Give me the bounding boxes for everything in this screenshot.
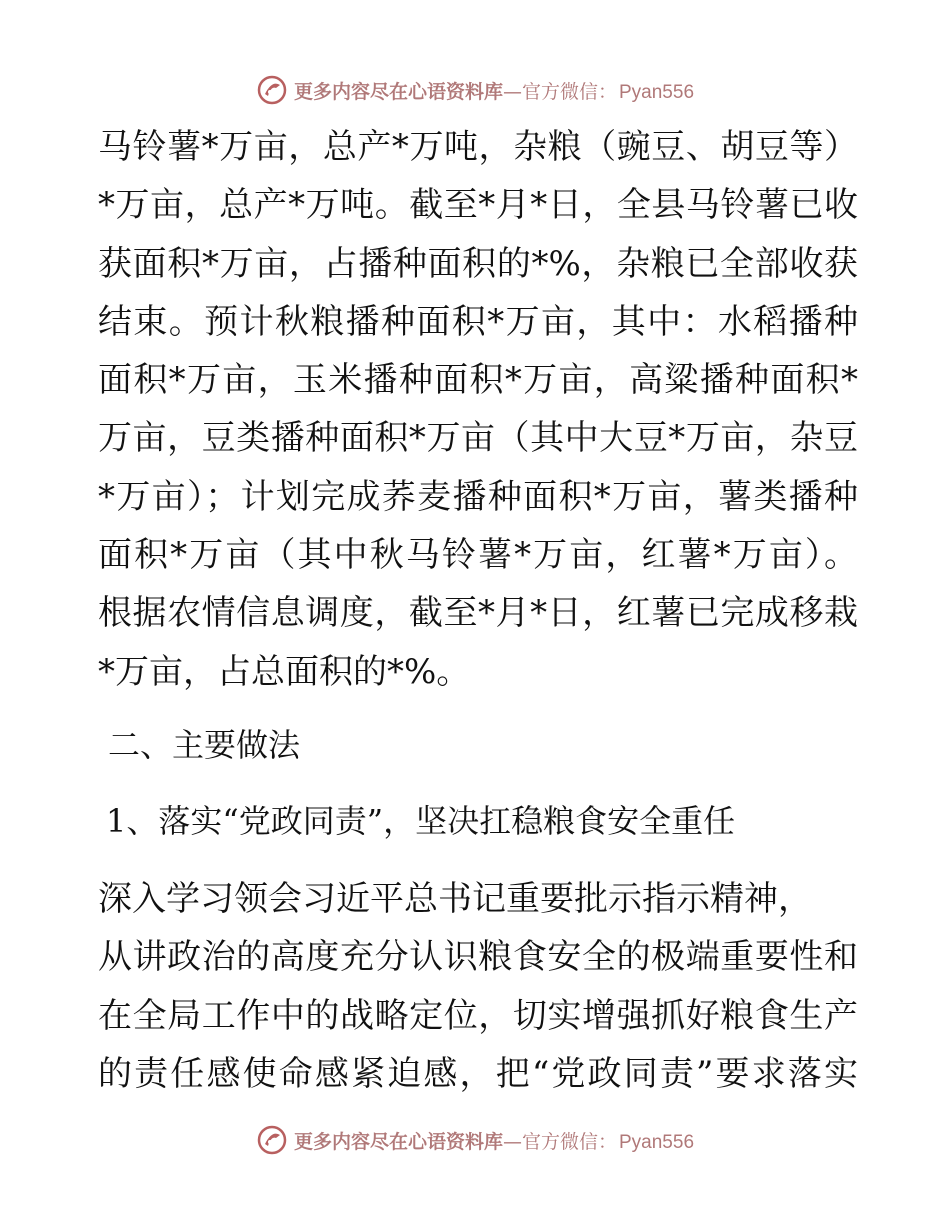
sub-heading: 1、落实“党政同责”，坚决扛稳粮食安全重任: [106, 802, 736, 840]
text-line: *万亩，总产*万吨。截至*月*日，全县马铃薯已收: [98, 185, 858, 226]
text-line: 结束。预计秋粮播种面积*万亩，其中：水稻播种: [98, 301, 858, 342]
watermark-official: 官方微信：: [521, 1130, 617, 1153]
text-line: 从讲政治的高度充分认识粮食安全的极端重要性和: [98, 937, 858, 978]
watermark-text: [294, 77, 694, 104]
watermark-official: 官方微信：: [521, 80, 617, 103]
watermark-brand: 更多内容尽在心语资料库: [293, 1130, 503, 1153]
text-line: 根据农情信息调度，截至*月*日，红薯已完成移栽: [98, 593, 858, 634]
watermark-text: [294, 1127, 694, 1154]
text-line: 深入学习领会习近平总书记重要批示指示精神，: [98, 879, 812, 919]
watermark-dash: —: [502, 80, 522, 103]
text-line: 的责任感使命感紧迫感，把“党政同责”要求落实: [98, 1053, 858, 1094]
text-line: 在全局工作中的战略定位，切实增强抓好粮食生产: [98, 995, 858, 1036]
watermark-header: [0, 70, 950, 110]
watermark-brand: 更多内容尽在心语资料库: [293, 80, 503, 103]
text-line: 万亩，豆类播种面积*万亩（其中大豆*万亩，杂豆: [98, 418, 858, 459]
text-line: 马铃薯*万亩，总产*万吨，杂粮（豌豆、胡豆等）: [98, 127, 858, 167]
text-line: 面积*万亩（其中秋马铃薯*万亩，红薯*万亩）。: [98, 535, 858, 576]
brand-logo-icon: [256, 1124, 288, 1156]
paragraph-measures: [98, 870, 858, 1103]
brand-logo-icon: [256, 74, 288, 106]
watermark-id: Pyan556: [619, 1131, 695, 1153]
section-heading: 二、主要做法: [108, 726, 301, 764]
watermark-id: Pyan556: [619, 81, 695, 103]
watermark-footer: [0, 1120, 950, 1160]
text-line: *万亩，占总面积的*%。: [98, 651, 471, 692]
watermark-dash: —: [502, 1130, 522, 1153]
text-line: 获面积*万亩，占播种面积的*%，杂粮已全部收获: [98, 243, 858, 284]
text-line: 面积*万亩，玉米播种面积*万亩，高粱播种面积*: [98, 360, 858, 401]
text-line: *万亩）；计划完成荞麦播种面积*万亩，薯类播种: [98, 476, 858, 517]
paragraph-statistics: [98, 118, 858, 701]
